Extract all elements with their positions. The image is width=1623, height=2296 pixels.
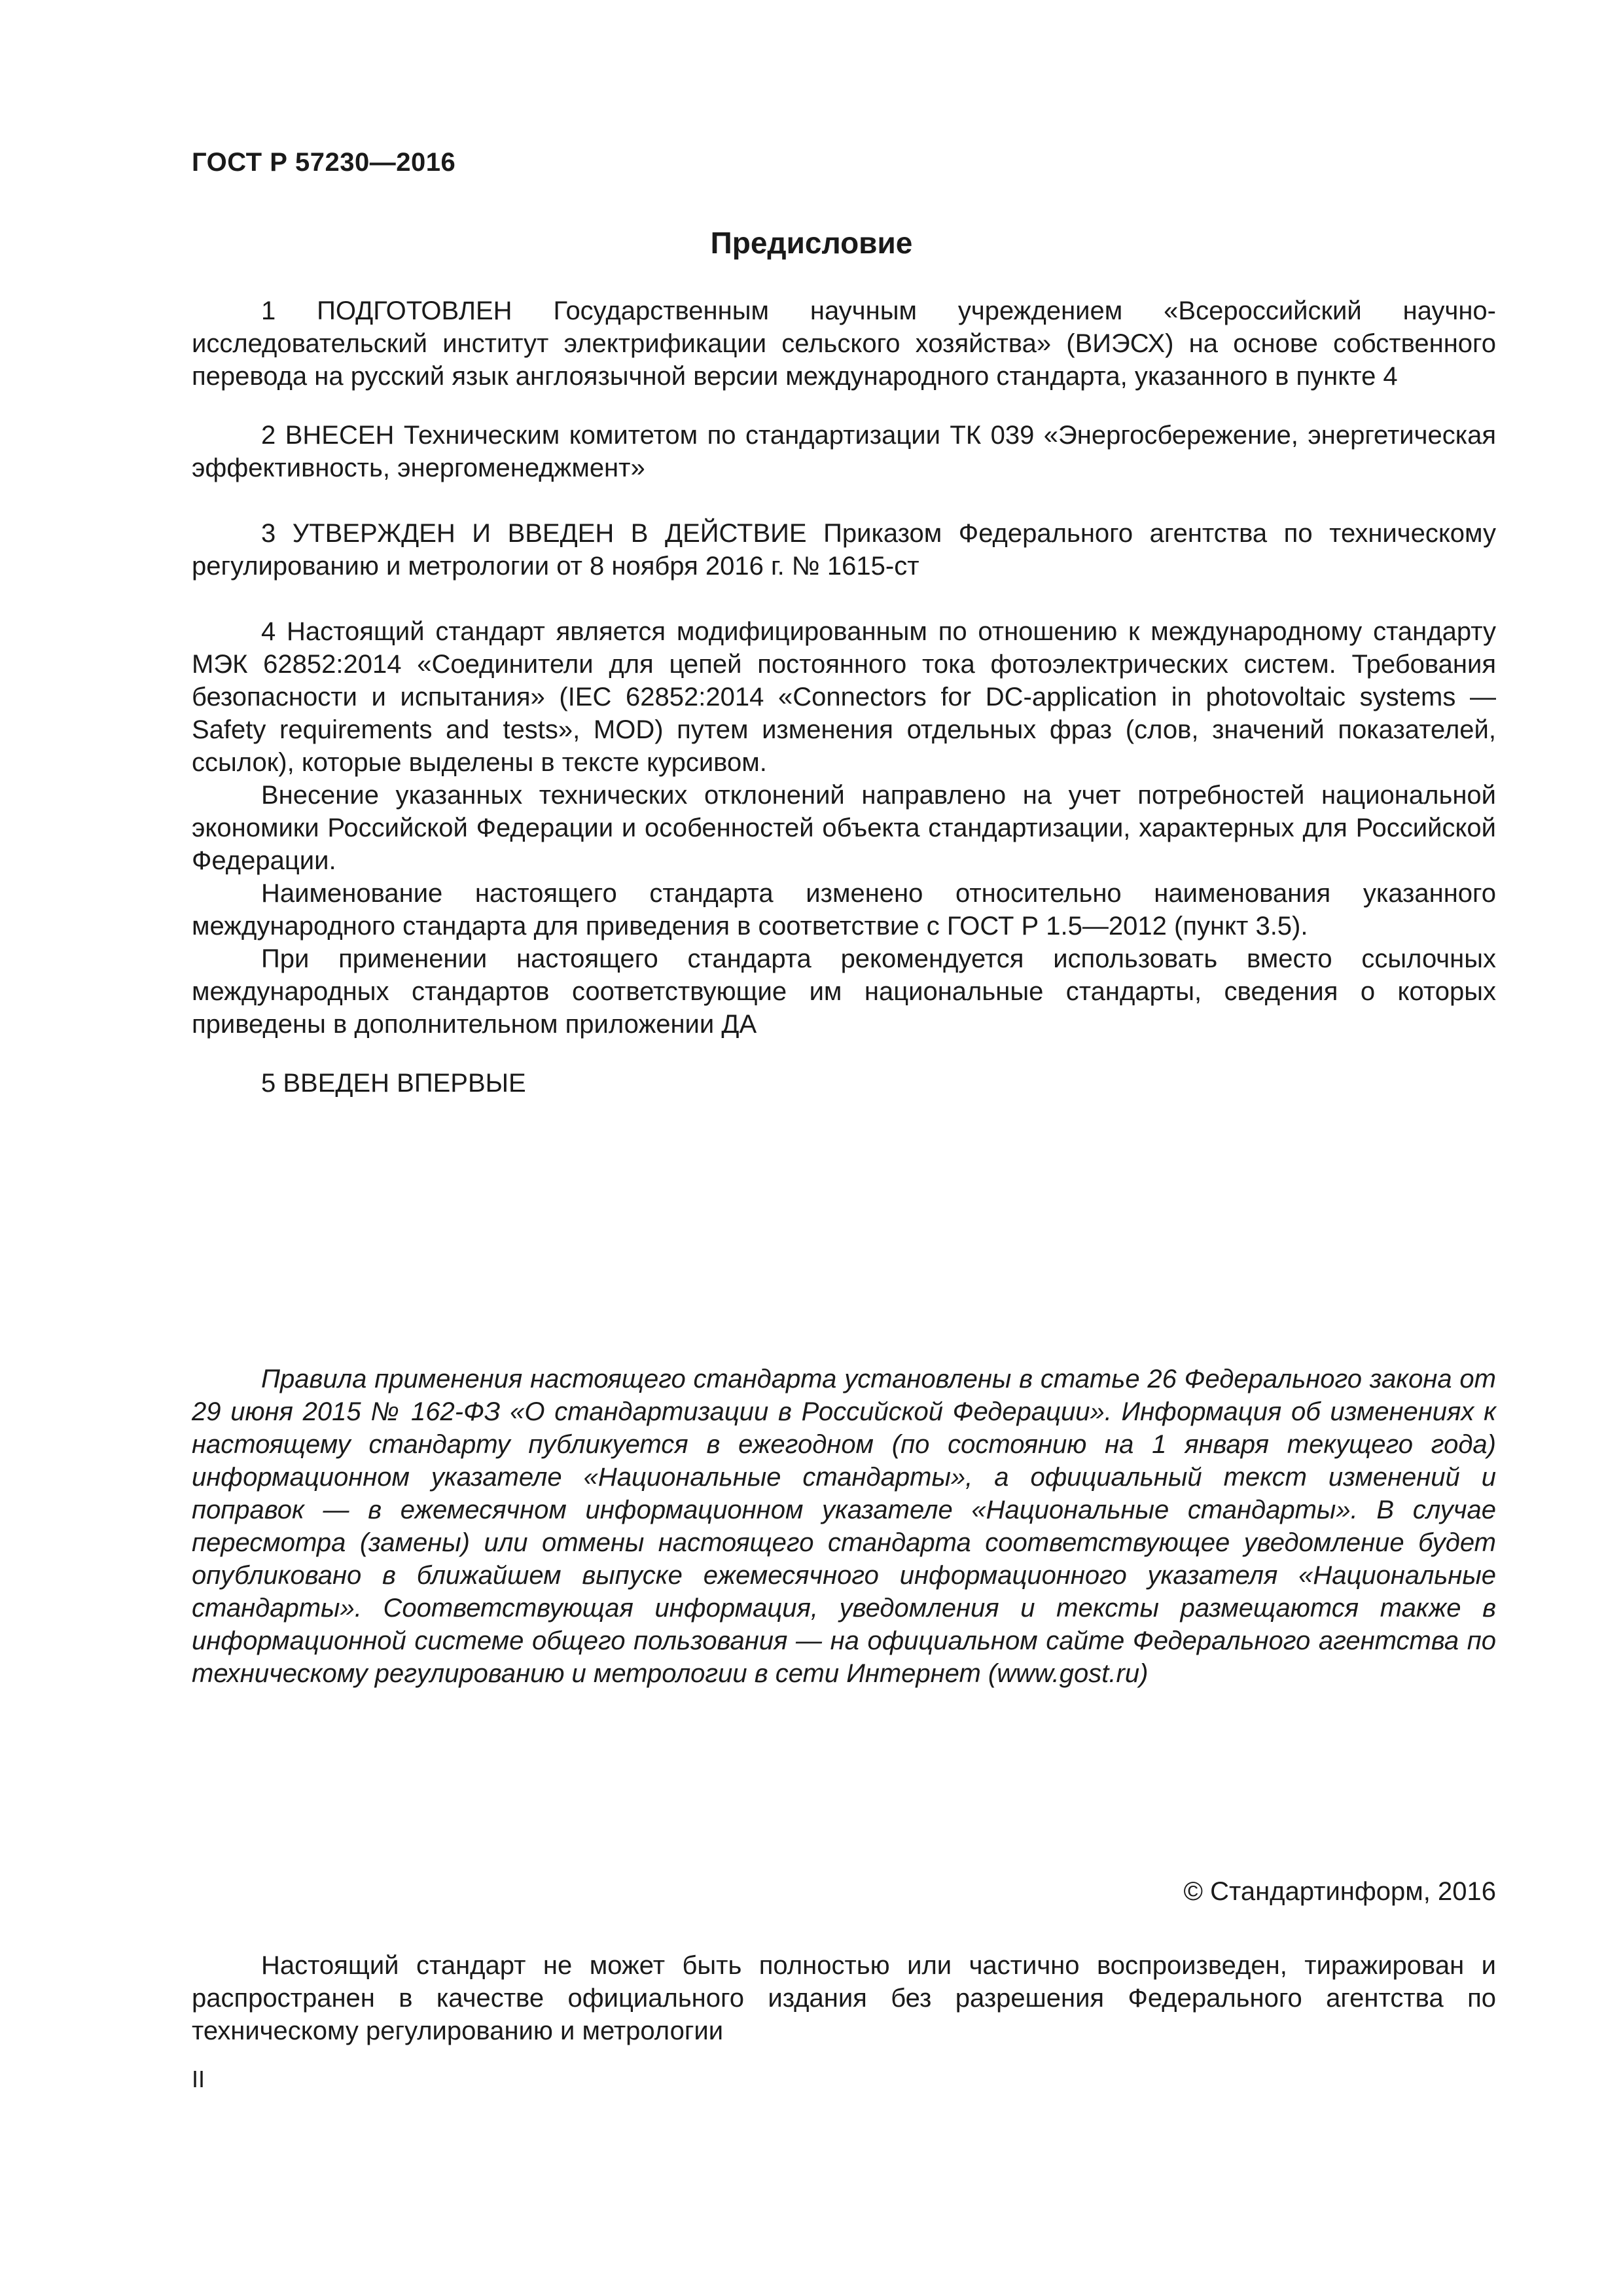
foreword-item-3 — [192, 517, 1496, 583]
foreword-item-1 — [192, 295, 1496, 393]
foreword-item-5 — [192, 1067, 1496, 1100]
copyright-line: © Стандартинформ, 2016 — [1183, 1877, 1496, 1906]
foreword-item-4 — [192, 615, 1496, 1041]
item-2-text: 2 ВНЕСЕН Техническим комитетом по стандартизации ТК 039 «Энергосбережение, энергетическая эффективность, энергоменеджмент» — [192, 421, 1496, 482]
item-5-text: 5 ВВЕДЕН ВПЕРВЫЕ — [261, 1069, 526, 1098]
reproduction-notice: Настоящий стандарт не может быть полностью или частично воспроизведен, тиражирован и распространен в качестве официального издания без разрешения Федерального агентства по техническому регулированию и метрологии — [192, 1951, 1496, 2045]
page-number: II — [192, 2066, 205, 2092]
item-4-name-change-text: Наименование настоящего стандарта изменено относительно наименования указанного международного стандарта для приведения в соответствие с ГОСТ Р 1.5—2012 (пункт 3.5). — [192, 879, 1496, 941]
item-4-text: 4 Настоящий стандарт является модифицированным по отношению к международному стандарту МЭК 62852:2014 «Соединители для цепей постоянного тока фотоэлектрических систем. Требования безопасности и испытания» (IEC 62852:2014 «Connectors for DC-application in photovoltaic systems — Safety requirements and tests», MOD) путем изменения отдельных фраз (слов, значений показателей, ссылок), которые выделены в тексте курсивом. — [192, 617, 1496, 777]
item-1-text: 1 ПОДГОТОВЛЕН Государственным научным учреждением «Всероссийский научно-исследовательский институт электрификации сельского хозяйства» (ВИЭСХ) на основе собственного перевода на русский язык англоязычной версии международного стандарта, указанного в пункте 4 — [192, 296, 1496, 391]
foreword-item-2 — [192, 419, 1496, 484]
page-title: Предисловие — [710, 226, 913, 260]
item-4-references-text: При применении настоящего стандарта рекомендуется использовать вместо ссылочных международных стандартов соответствующие им национальные стандарты, сведения о которых приведены в дополнительном приложении ДА — [192, 944, 1496, 1039]
item-4-deviation-text: Внесение указанных технических отклонений направлено на учет потребностей национальной экономики Российской Федерации и особенностей объекта стандартизации, характерных для Российской Федерации. — [192, 781, 1496, 875]
application-rules-text: Правила применения настоящего стандарта установлены в статье 26 Федерального закона от 29 июня 2015 № 162-ФЗ «О стандартизации в Российской Федерации». Информация об изменениях к настоящему стандарту публикуется в ежегодном (по состоянию на 1 января текущего года) информационном указателе «Национальные стандарты», а официальный текст изменений и поправок — в ежемесячном информационном указателе «Национальные стандарты». В случае пересмотра (замены) или отмены настоящего стандарта соответствующее уведомление будет опубликовано в ближайшем выпуске ежемесячного информационного указателя «Национальные стандарты». Соответствующая информация, уведомления и тексты размещаются также в информационной системе общего пользования — на официальном сайте Федерального агентства по техническому регулированию и метрологии в сети Интернет (www.gost.ru) — [192, 1365, 1496, 1688]
document-header: ГОСТ Р 57230—2016 — [192, 148, 456, 177]
item-3-text: 3 УТВЕРЖДЕН И ВВЕДЕН В ДЕЙСТВИЕ Приказом Федерального агентства по техническому регулированию и метрологии от 8 ноября 2016 г. № 1615-ст — [192, 519, 1496, 581]
